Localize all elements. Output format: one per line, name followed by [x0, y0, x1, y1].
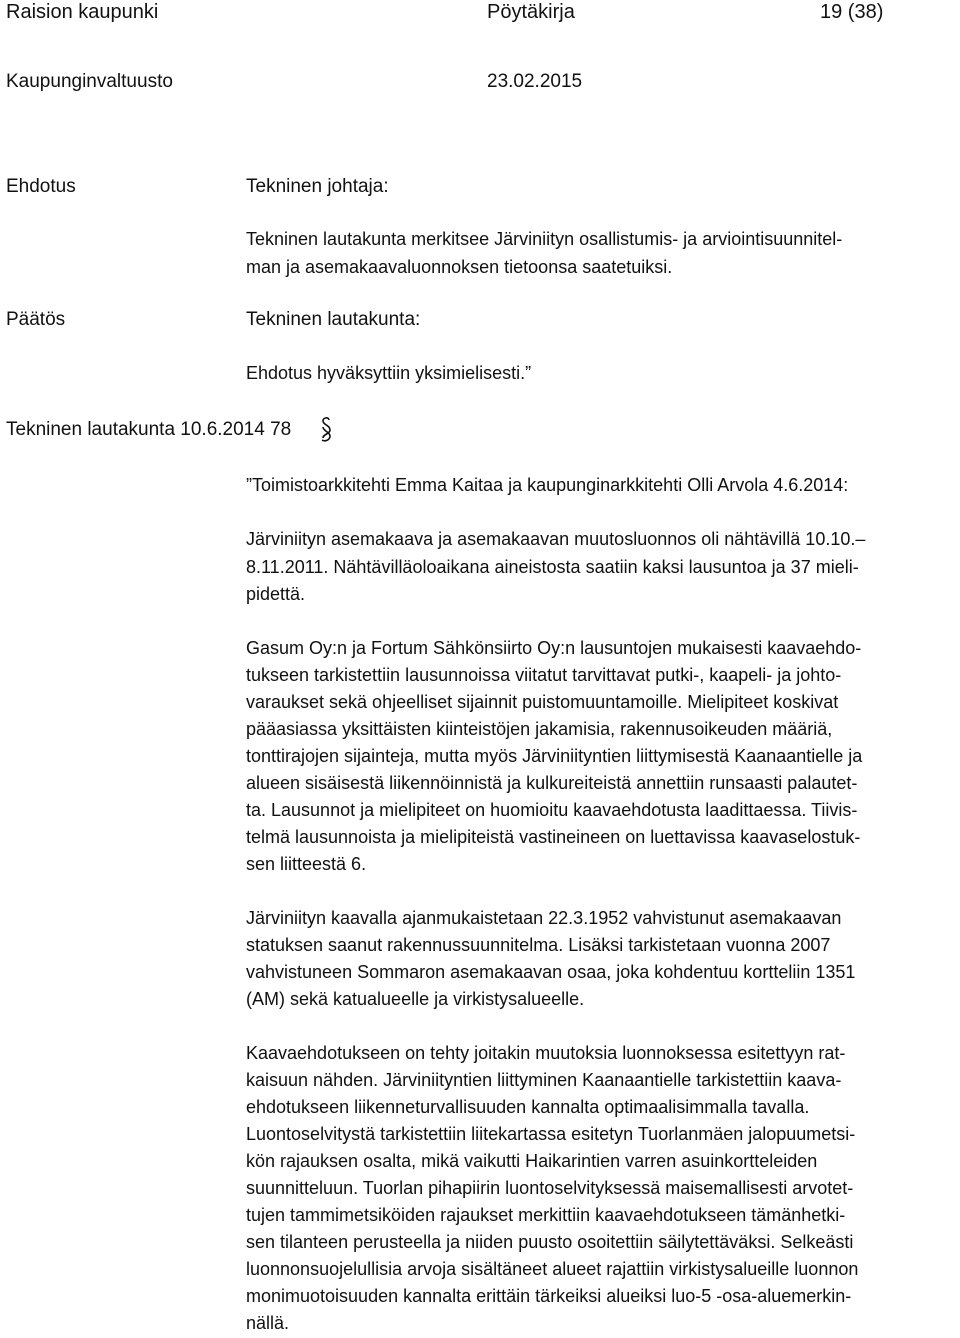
p3-line: statuksen saanut rakennussuunnitelma. Lisäksi tarkistetaan vuonna 2007	[246, 935, 831, 955]
header-org: Raision kaupunki	[6, 1, 159, 23]
p4-line: Luontoselvitystä tarkistettiin liitekartassa esitetyn Tuorlanmäen jalopuumetsi-	[246, 1124, 856, 1144]
p4-line: kön rajauksen osalta, mikä vaikutti Haikarintien varren asuinkortteleiden	[246, 1151, 818, 1171]
intro-line: ”Toimistoarkkitehti Emma Kaitaa ja kaupunginarkkitehti Olli Arvola 4.6.2014:	[246, 475, 849, 495]
ehdotus-heading: Tekninen johtaja:	[246, 176, 389, 197]
section-sign-icon	[318, 414, 334, 448]
p4-line: sen tilanteen perusteella ja niiden puusto osoitettiin säilytettäväksi. Selkeästi	[246, 1232, 854, 1252]
p2-line: telmä lausunnoista ja mielipiteistä vastineineen on luettavissa kaavaselostuk-	[246, 827, 861, 847]
p1-line: pidettä.	[246, 584, 306, 604]
header-page-number: 19 (38)	[820, 1, 884, 23]
p2-line: sen liitteestä 6.	[246, 854, 367, 874]
p4-line: tujen tammimetsiköiden rajaukset merkittiin kaavaehdotukseen tämänhetki-	[246, 1205, 846, 1225]
p3-line: vahvistuneen Sommaron asemakaavan osaa, joka kohdentuu kortteliin 1351	[246, 962, 856, 982]
p2-line: ta. Lausunnot ja mielipiteet on huomioitu kaavaehdotusta laadittaessa. Tiivis-	[246, 800, 858, 820]
p1-line: Järviniityn asemakaava ja asemakaavan muutosluonnos oli nähtävillä 10.10.–	[246, 529, 866, 549]
p4-line: luonnonsuojelullisia arvoja sisältäneet alueet rajattiin virkistysalueille luonnon	[246, 1259, 859, 1279]
p4-line: kaisuun nähden. Järviniityntien liittyminen Kaanaantielle tarkistettiin kaava-	[246, 1070, 842, 1090]
paatos-label: Päätös	[6, 309, 66, 330]
ehdotus-label: Ehdotus	[6, 176, 76, 197]
ehdotus-text-line: Tekninen lautakunta merkitsee Järviniityn osallistumis- ja arviointisuunnitel-	[246, 229, 843, 249]
p1-line: 8.11.2011. Nähtävilläoloaikana aineistosta saatiin kaksi lausuntoa ja 37 mieli-	[246, 557, 859, 577]
p2-line: Gasum Oy:n ja Fortum Sähkönsiirto Oy:n lausuntojen mukaisesti kaavaehdo-	[246, 638, 862, 658]
p4-line: Kaavaehdotukseen on tehty joitakin muutoksia luonnoksessa esitettyyn rat-	[246, 1043, 846, 1063]
ehdotus-text-line: man ja asemakaavaluonnoksen tietoonsa saatetuiksi.	[246, 257, 673, 277]
p3-line: (AM) sekä katualueelle ja virkistysalueelle.	[246, 989, 585, 1009]
p2-line: alueen sisäisestä liikennöinnistä ja kulkureiteistä annettiin runsaasti palautet-	[246, 773, 858, 793]
p4-line: ehdotukseen liikenneturvallisuuden kannalta optimaalisimmalla tavalla.	[246, 1097, 810, 1117]
paatos-text: Ehdotus hyväksyttiin yksimielisesti.”	[246, 363, 532, 383]
header-body: Kaupunginvaltuusto	[6, 71, 173, 92]
p2-line: tonttirajojen sijainteja, mutta myös Järviniityntien liittymisestä Kaanaantielle ja	[246, 746, 863, 766]
header-date: 23.02.2015	[487, 71, 583, 92]
p2-line: pääasiassa yksittäisten kiinteistöjen jakamisia, rakennusoikeuden määriä,	[246, 719, 833, 739]
header-doc-type: Pöytäkirja	[487, 1, 575, 23]
p4-line: monimuotoisuuden kannalta erittäin tärkeiksi alueiksi luo-5 -osa-aluemerkin-	[246, 1286, 852, 1306]
p4-line: nällä.	[246, 1313, 290, 1333]
p3-line: Järviniityn kaavalla ajanmukaistetaan 22.3.1952 vahvistunut asemakaavan	[246, 908, 842, 928]
paatos-heading: Tekninen lautakunta:	[246, 309, 421, 330]
p4-line: suunnitteluun. Tuorlan pihapiirin luontoselvityksessä maisemallisesti arvotet-	[246, 1178, 854, 1198]
meeting-reference: Tekninen lautakunta 10.6.2014 78	[6, 419, 292, 440]
p2-line: tukseen tarkistettiin lausunnoissa viitatut tarvittavat putki-, kaapeli- ja johto-	[246, 665, 842, 685]
p2-line: varaukset sekä ohjeelliset sijainnit puistomuuntamoille. Mielipiteet koskivat	[246, 692, 839, 712]
